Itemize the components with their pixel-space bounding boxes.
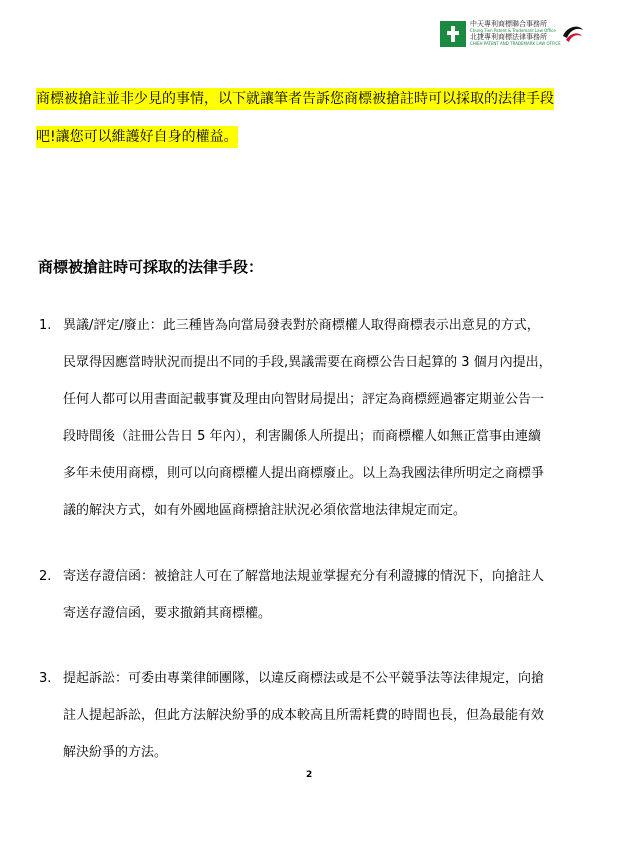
logo-line-1: 中天專利商標聯合事務所 — [470, 20, 547, 28]
intro-line-1: 商標被搶註並非少見的事情，以下就讓筆者告訴您商標被搶註時可以採取的法律手段 — [36, 88, 554, 110]
item-text-line: 段時間後（註冊公告日 5 年內），利害關係人所提出；而商標權人如無正當事由連續 — [63, 429, 542, 444]
intro-line-2: 吧!讓您可以維護好自身的權益。 — [36, 126, 238, 148]
logo-line-2: Chung Tien Patent & Trademark Law Office — [470, 28, 556, 33]
item-number: 3. — [39, 671, 52, 686]
item-text-line: 註人提起訴訟，但此方法解決紛爭的成本較高且所需耗費的時間也長，但為最能有效 — [63, 708, 545, 723]
item-number: 1. — [39, 318, 52, 333]
logo-line-4: CHIEH PATENT AND TRADEMARK LAW OFFICE — [470, 41, 561, 46]
item-text-line: 議的解決方式，如有外國地區商標搶註狀況必須依當地法律規定而定。 — [63, 503, 467, 518]
item-text-line: 異議/評定/廢止：此三種皆為向當局發表對於商標權人取得商標表示出意見的方式， — [63, 318, 540, 333]
logo-text — [470, 20, 562, 46]
item-text-line: 民眾得因應當時狀況而提出不同的手段,異議需要在商標公告日起算的 3 個月內提出， — [63, 355, 552, 370]
item-text-line: 任何人都可以用書面記載事實及理由向智財局提出；評定為商標經過審定期並公告一 — [63, 392, 545, 407]
cross-icon — [440, 21, 466, 47]
item-text-line: 寄送存證信函，要求撤銷其商標權。 — [63, 606, 272, 621]
item-text-line: 多年未使用商標，則可以向商標權人提出商標廢止。以上為我國法律所明定之商標爭 — [63, 466, 545, 481]
logo-line-3: 北捷專利商標法律事務所 — [470, 33, 547, 41]
firm-logo — [440, 20, 585, 50]
item-number: 2. — [39, 569, 52, 584]
item-text-line: 提起訴訟：可委由專業律師團隊，以違反商標法或是不公平競爭法等法律規定，向搶 — [63, 671, 545, 686]
item-text-line: 解決紛爭的方法。 — [63, 745, 168, 760]
section-title: 商標被搶註時可採取的法律手段： — [38, 258, 264, 276]
swirl-icon — [561, 22, 585, 46]
page-number: 2 — [306, 770, 313, 780]
item-text-line: 寄送存證信函：被搶註人可在了解當地法規並掌握充分有利證據的情況下，向搶註人 — [63, 569, 545, 584]
